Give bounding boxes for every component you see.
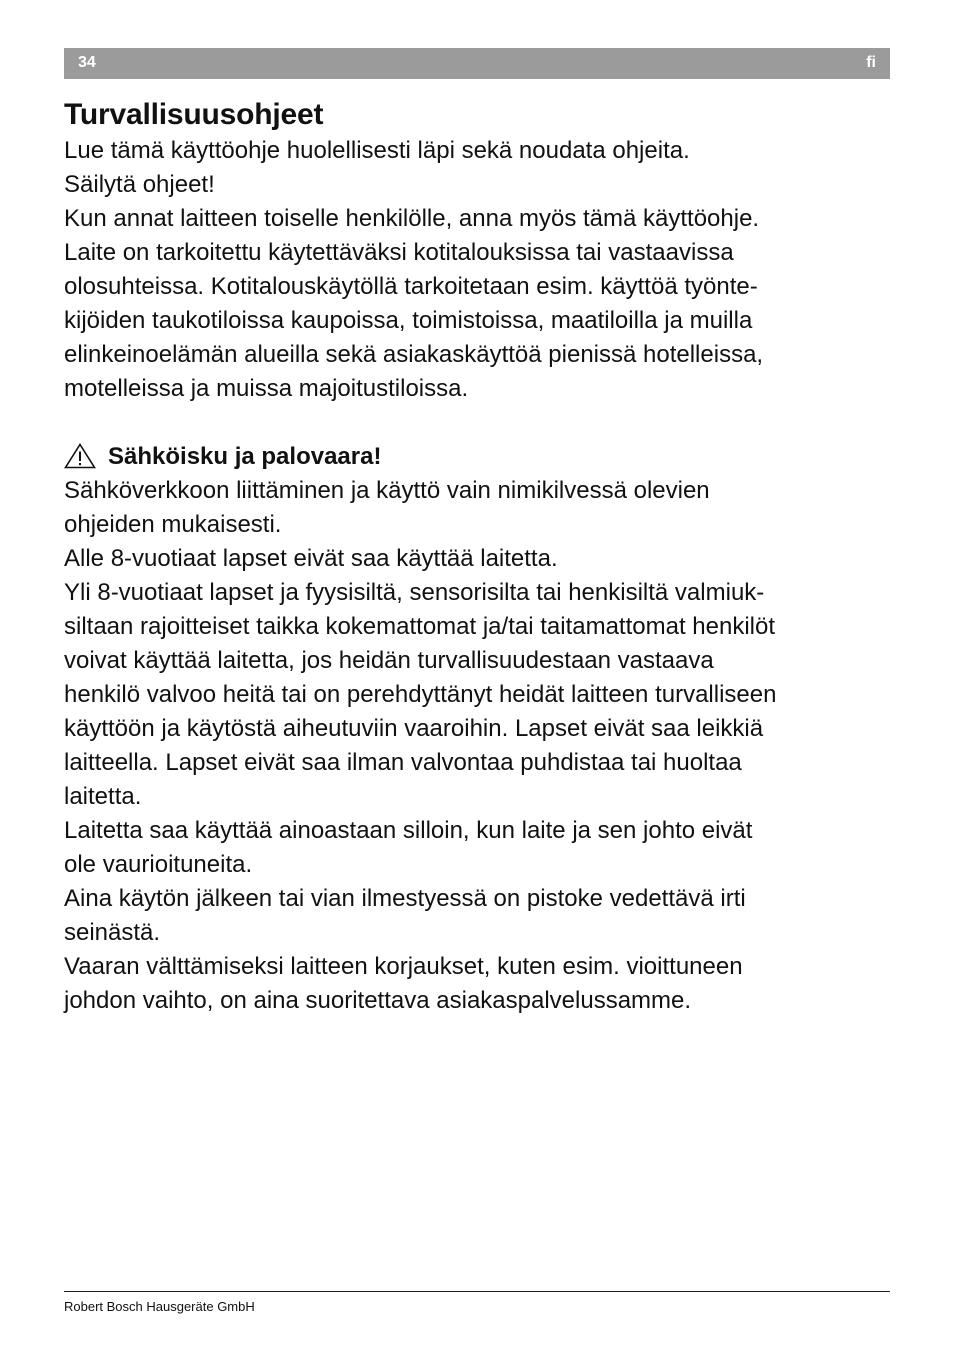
main-content (64, 96, 890, 1018)
warning-heading-text: Sähköisku ja palovaara! (108, 443, 382, 470)
warning-line: ohjeiden mukaisesti. (64, 511, 282, 538)
warning-triangle-icon (64, 443, 96, 469)
warning-line: siltaan rajoitteiset taikka kokemattomat ja/tai taitamattomat henkilöt (64, 613, 775, 640)
page-header-bar (64, 48, 890, 79)
warning-line: johdon vaihto, on aina suoritettava asiakaspalvelussamme. (64, 987, 692, 1014)
warning-line: Alle 8-vuotiaat lapset eivät saa käyttää laitetta. (64, 545, 558, 572)
intro-line: elinkeinoelämän alueilla sekä asiakaskäyttöä pienissä hotelleissa, (64, 341, 764, 368)
intro-line: Laite on tarkoitettu käytettäväksi kotitalouksissa tai vastaavissa (64, 239, 734, 266)
intro-line: motelleissa ja muissa majoitustiloissa. (64, 375, 469, 402)
warning-line: Laitetta saa käyttää ainoastaan silloin, kun laite ja sen johto eivät (64, 817, 753, 844)
intro-line: kijöiden taukotiloissa kaupoissa, toimistoissa, maatiloilla ja muilla (64, 307, 753, 334)
language-code: fi (866, 54, 876, 71)
warning-line: seinästä. (64, 919, 161, 946)
warning-line: Yli 8-vuotiaat lapset ja fyysisiltä, sensorisilta tai henkisiltä valmiuk- (64, 579, 765, 606)
warning-line: laitteella. Lapset eivät saa ilman valvontaa puhdistaa tai huoltaa (64, 749, 742, 776)
warning-line: Aina käytön jälkeen tai vian ilmestyessä on pistoke vedettävä irti (64, 885, 746, 912)
warning-line: voivat käyttää laitetta, jos heidän turvallisuudestaan vastaava (64, 647, 714, 674)
intro-line: Lue tämä käyttöohje huolellisesti läpi sekä noudata ohjeita. (64, 137, 690, 164)
warning-line: ole vaurioituneita. (64, 851, 253, 878)
warning-line: laitetta. (64, 783, 142, 810)
section-spacer (64, 406, 890, 440)
warning-line: käyttöön ja käytöstä aiheutuviin vaaroihin. Lapset eivät saa leikkiä (64, 715, 764, 742)
warning-heading (64, 440, 890, 474)
intro-line: olosuhteissa. Kotitalouskäytöllä tarkoitetaan esim. käyttöä työnte- (64, 273, 758, 300)
page-number: 34 (78, 54, 96, 71)
footer-company: Robert Bosch Hausgeräte GmbH (64, 1299, 255, 1314)
warning-line: Vaaran välttämiseksi laitteen korjaukset, kuten esim. vioittuneen (64, 953, 743, 980)
intro-line: Kun annat laitteen toiselle henkilölle, anna myös tämä käyttöohje. (64, 205, 760, 232)
page-title: Turvallisuusohjeet (64, 98, 324, 131)
footer-divider (64, 1291, 890, 1292)
intro-line: Säilytä ohjeet! (64, 171, 215, 198)
warning-line: Sähköverkkoon liittäminen ja käyttö vain nimikilvessä olevien (64, 477, 710, 504)
warning-line: henkilö valvoo heitä tai on perehdyttänyt heidät laitteen turvalliseen (64, 681, 777, 708)
